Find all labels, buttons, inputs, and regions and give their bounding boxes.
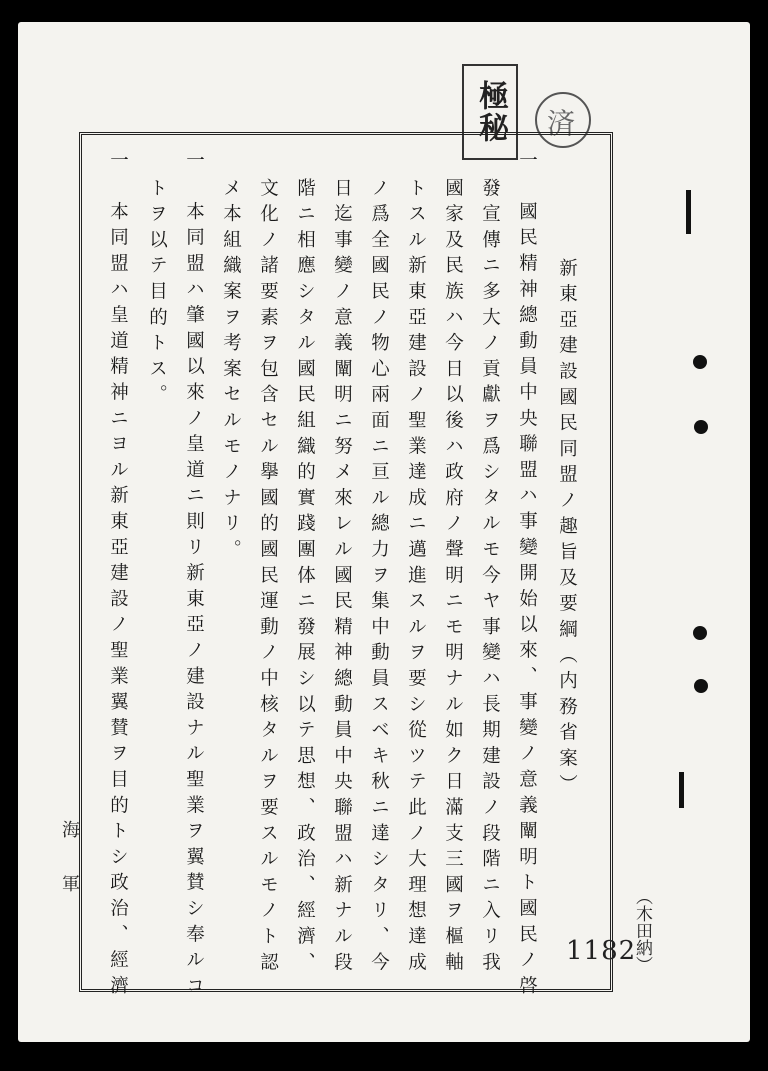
text-column-6: 日迄事變ノ意義闡明ニ努メ來レル國民精神總動員中央聯盟ハ新ナル段: [331, 178, 353, 978]
text-column-3: 國家及民族ハ今日以後ハ政府ノ聲明ニモ明ナル如ク日滿支三國ヲ樞軸: [442, 178, 464, 978]
text-column-7: 階ニ相應シタル國民組織的實踐團体ニ發展シ以テ思想、政治、經濟、: [294, 178, 316, 978]
punch-hole: [694, 679, 708, 693]
punch-hole: [693, 626, 707, 640]
seal-glyph: 済: [547, 107, 576, 140]
punch-hole: [693, 355, 707, 369]
text-column-5: ノ爲全國民ノ物心兩面ニ亘ル總力ヲ集中動員スベキ秋ニ達シタリ、今: [368, 178, 390, 978]
binding-mark: [686, 190, 691, 234]
text-column-1: 一 國民精神總動員中央聯盟ハ事變開始以來、事變ノ意義闡明ト國民ノ啓: [516, 150, 538, 1002]
text-column-12: 一 本同盟ハ皇道精神ニヨル新東亞建設ノ聖業翼賛ヲ目的トシ政治、經濟: [107, 150, 129, 1002]
text-column-2: 發宣傳ニ多大ノ貢獻ヲ爲シタルモ今ヤ事變ハ長期建設ノ段階ニ入リ我: [479, 178, 501, 978]
text-column-4: トスル新東亞建設ノ聖業達成ニ邁進スルヲ要シ從ツテ此ノ大理想達成: [405, 178, 427, 978]
text-column-11: トヲ以テ目的トス。: [146, 178, 168, 411]
text-column-10: 一 本同盟ハ肇國以來ノ皇道ニ則リ新東亞ノ建設ナル聖業ヲ翼賛シ奉ルコ: [183, 150, 205, 1002]
punch-hole: [694, 420, 708, 434]
binding-mark: [679, 772, 684, 808]
page-number: 1182: [566, 936, 637, 966]
text-column-8: 文化ノ諸要素ヲ包含セル擧國的國民運動ノ中核タルヲ要スルモノト認: [257, 178, 279, 978]
side-label-right: （木田納）: [632, 888, 652, 973]
secret-stamp: 極秘: [462, 64, 518, 160]
document-title: 新東亞建設國民同盟ノ趣旨及要綱（内務省案）: [556, 258, 578, 800]
side-label-left: 海 軍: [59, 820, 80, 892]
text-column-9: メ本組織案ヲ考案セルモノナリ。: [220, 178, 242, 565]
